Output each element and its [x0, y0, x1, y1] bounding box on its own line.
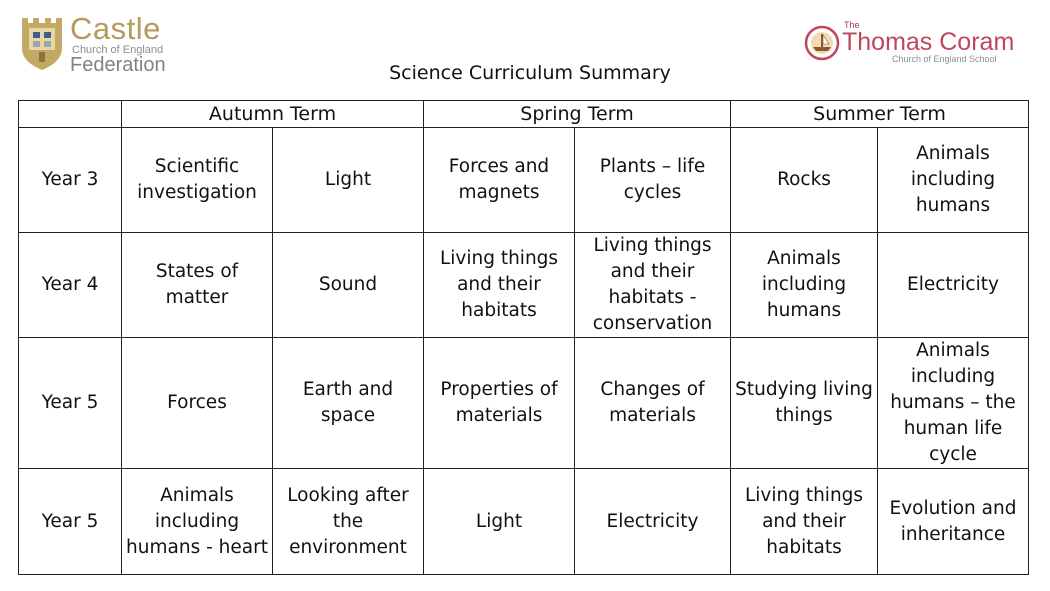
- topic-cell: Animals including humans – the human life cycle: [878, 338, 1029, 469]
- topic-cell: Animals including humans: [731, 233, 878, 338]
- ship-emblem-icon: [804, 22, 840, 64]
- topic-cell: Properties of materials: [424, 338, 575, 469]
- table-row: [19, 233, 1029, 338]
- topic-cell: Changes of materials: [575, 338, 731, 469]
- topic-cell: Living things and their habitats: [424, 233, 575, 338]
- coram-logo-name: Thomas Coram: [842, 28, 1015, 56]
- topic-cell: Living things and their habitats - conservation: [575, 233, 731, 338]
- year-label: Year 5: [19, 338, 122, 469]
- topic-cell: Looking after the environment: [273, 469, 424, 575]
- year-label: Year 5: [19, 469, 122, 575]
- table-row: [19, 338, 1029, 469]
- topic-cell: Light: [424, 469, 575, 575]
- year-label: Year 3: [19, 128, 122, 233]
- term-header-autumn: Autumn Term: [122, 101, 424, 128]
- topic-cell: Studying living things: [731, 338, 878, 469]
- topic-cell: Evolution and inheritance: [878, 469, 1029, 575]
- topic-cell: Electricity: [575, 469, 731, 575]
- term-header-summer: Summer Term: [731, 101, 1029, 128]
- coram-logo-the: The: [844, 20, 860, 30]
- topic-cell: Electricity: [878, 233, 1029, 338]
- topic-cell: Forces and magnets: [424, 128, 575, 233]
- table-row: [19, 128, 1029, 233]
- topic-cell: Scientific investigation: [122, 128, 273, 233]
- topic-cell: Animals including humans - heart: [122, 469, 273, 575]
- term-header-spring: Spring Term: [424, 101, 731, 128]
- topic-cell: States of matter: [122, 233, 273, 338]
- topic-cell: Living things and their habitats: [731, 469, 878, 575]
- topic-cell: Animals including humans: [878, 128, 1029, 233]
- topic-cell: Forces: [122, 338, 273, 469]
- topic-cell: Plants – life cycles: [575, 128, 731, 233]
- topic-cell: Sound: [273, 233, 424, 338]
- castle-logo-federation: Federation: [70, 54, 166, 76]
- year-label: Year 4: [19, 233, 122, 338]
- curriculum-table: [18, 100, 1029, 575]
- corner-cell: [19, 101, 122, 128]
- castle-logo-subtitle: Church of England: [72, 44, 164, 56]
- term-header-row: [19, 101, 1029, 128]
- topic-cell: Earth and space: [273, 338, 424, 469]
- castle-logo-name: Castle: [70, 11, 161, 46]
- topic-cell: Rocks: [731, 128, 878, 233]
- topic-cell: Light: [273, 128, 424, 233]
- page-title: Science Curriculum Summary: [389, 62, 671, 84]
- coram-logo-subtitle: Church of England School: [892, 54, 997, 64]
- table-row: [19, 469, 1029, 575]
